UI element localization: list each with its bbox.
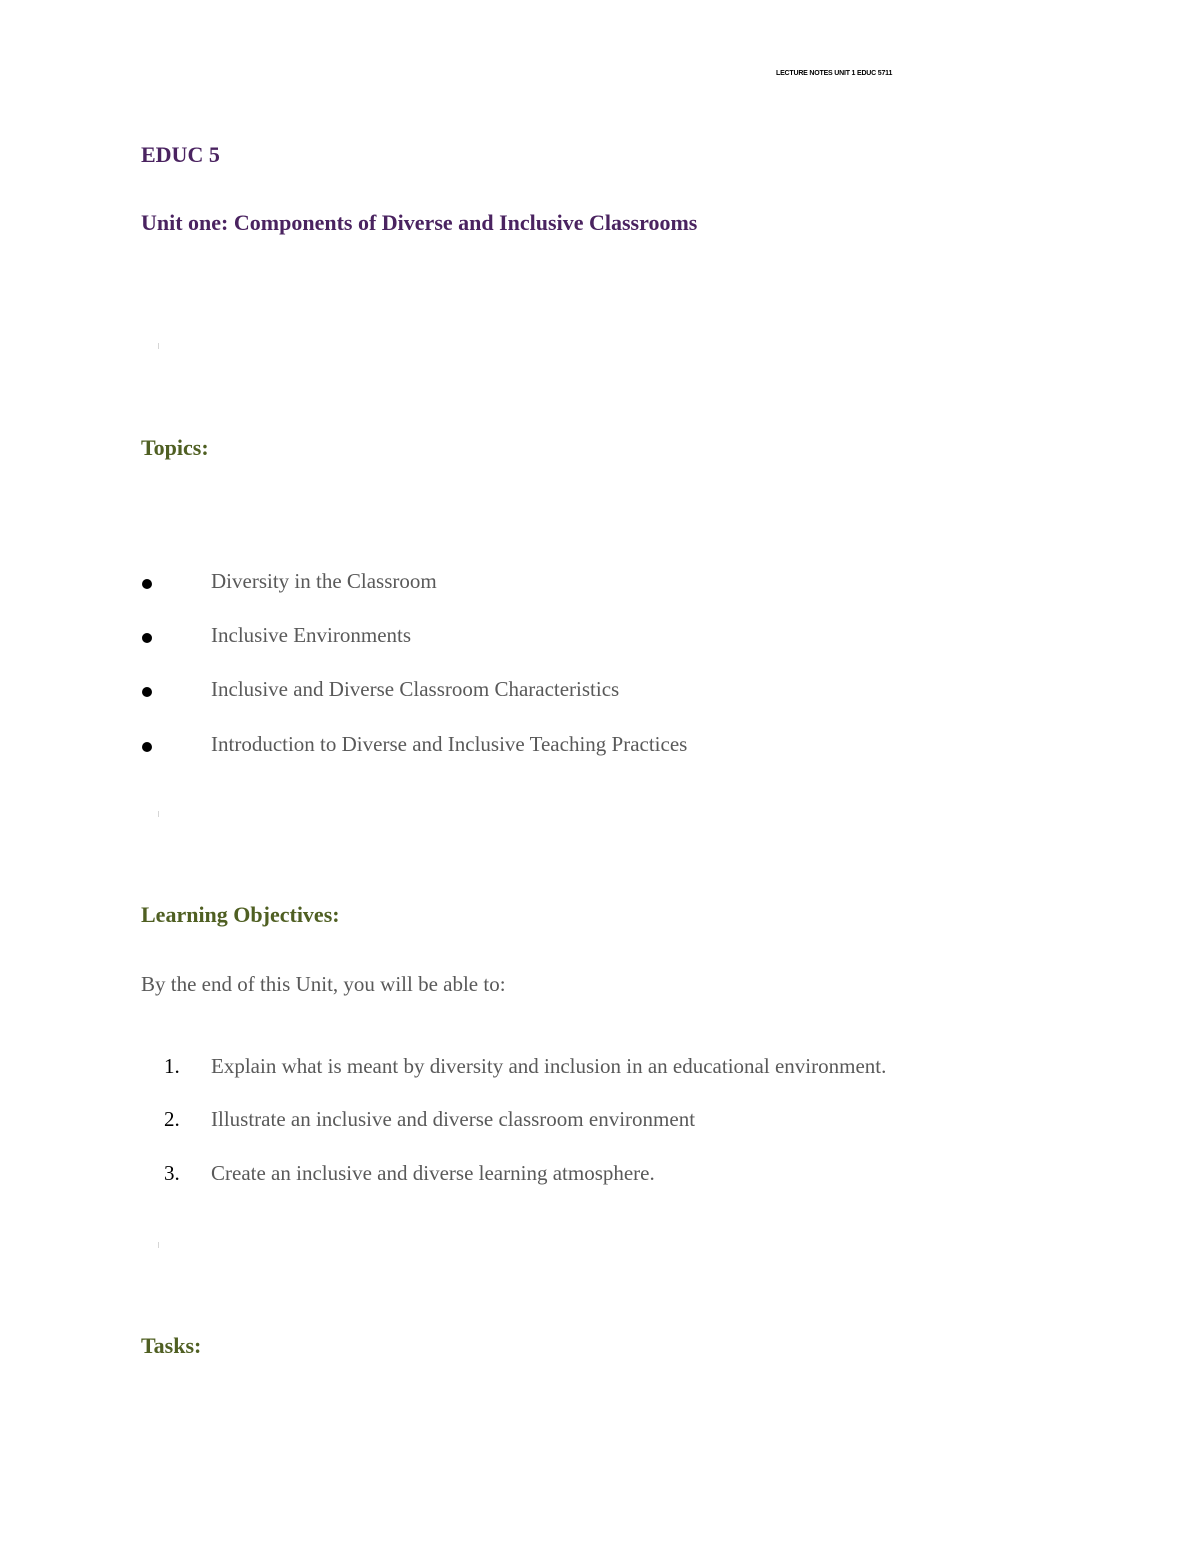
paragraph-marker	[158, 343, 159, 349]
objective-text: Explain what is meant by diversity and inclusion in an educational environment.	[211, 1054, 887, 1078]
bullet-icon	[142, 579, 152, 589]
topic-list-item	[0, 732, 1100, 762]
running-header: LECTURE NOTES UNIT 1 EDUC 5711	[776, 70, 893, 77]
objective-list-item	[0, 1054, 1100, 1084]
objective-number: 2.	[164, 1107, 180, 1131]
course-code-title: EDUC 5	[141, 142, 220, 167]
paragraph-marker	[158, 811, 159, 817]
topic-text: Inclusive and Diverse Classroom Characteristics	[211, 677, 620, 701]
objective-list-item	[0, 1107, 1100, 1137]
topic-text: Diversity in the Classroom	[211, 569, 437, 593]
topic-text: Introduction to Diverse and Inclusive Teaching Practices	[211, 732, 688, 756]
objective-list-item	[0, 1161, 1100, 1191]
objective-text: Illustrate an inclusive and diverse classroom environment	[211, 1107, 696, 1131]
topic-list-item	[0, 569, 1100, 599]
learning-objectives-heading: Learning Objectives:	[141, 902, 340, 927]
paragraph-marker	[158, 1242, 159, 1248]
topic-text: Inclusive Environments	[211, 623, 412, 647]
topics-heading: Topics:	[141, 435, 209, 460]
objective-number: 3.	[164, 1161, 180, 1185]
objective-text: Create an inclusive and diverse learning atmosphere.	[211, 1161, 655, 1185]
bullet-icon	[142, 633, 152, 643]
objectives-intro: By the end of this Unit, you will be able to:	[141, 972, 506, 996]
unit-title: Unit one: Components of Diverse and Inclusive Classrooms	[141, 210, 698, 235]
objective-number: 1.	[164, 1054, 180, 1078]
tasks-heading: Tasks:	[141, 1333, 202, 1358]
topic-list-item	[0, 677, 1100, 707]
topic-list-item	[0, 623, 1100, 653]
bullet-icon	[142, 687, 152, 697]
bullet-icon	[142, 742, 152, 752]
